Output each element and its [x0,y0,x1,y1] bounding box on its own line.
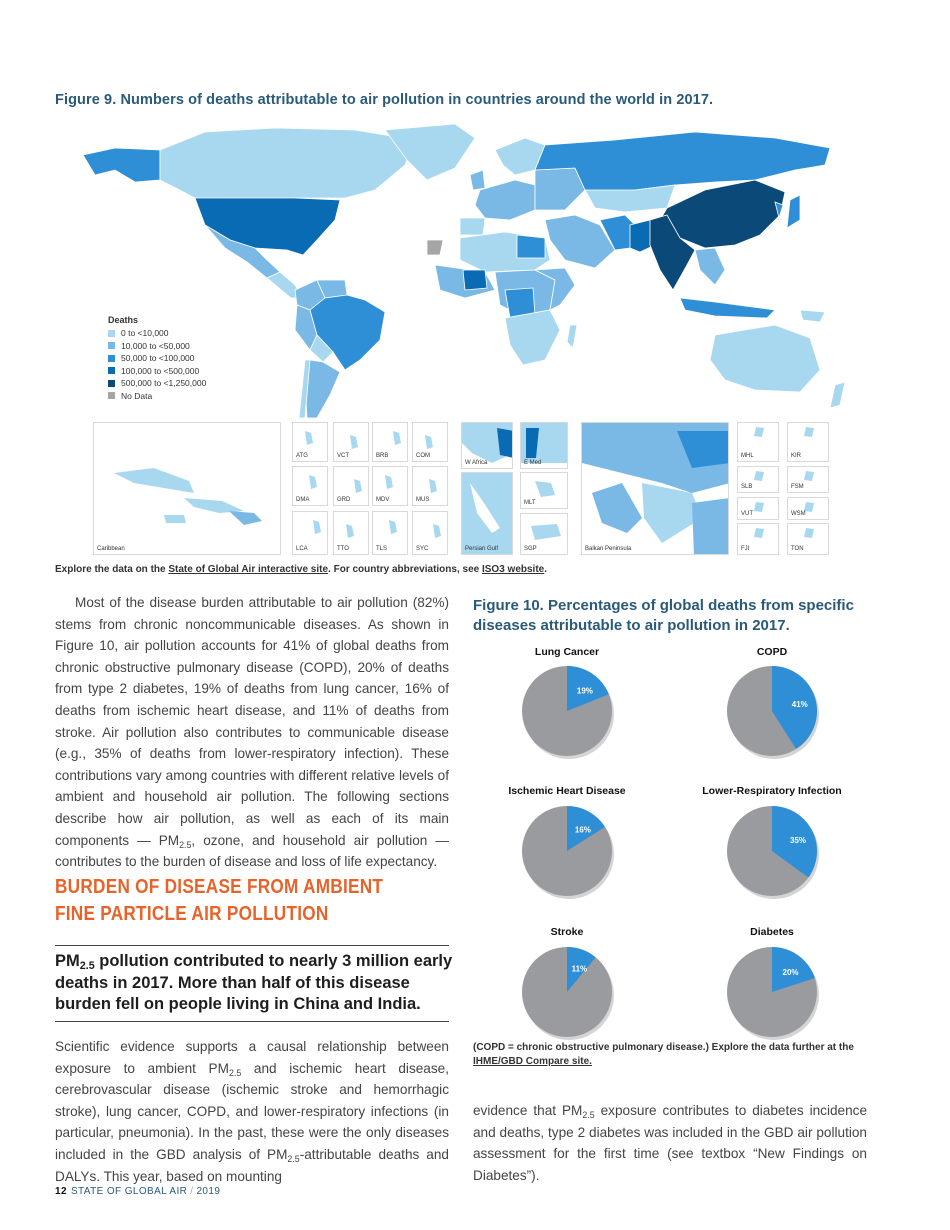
inset-label-persian-gulf: Persian Gulf [465,546,499,552]
legend-label: No Data [121,390,153,401]
paragraph-3 [473,1100,867,1186]
inset-tls [372,511,408,555]
inset-wsm [787,497,829,520]
inset-fsm [787,466,829,493]
fig10-caption-text: (COPD = chronic obstructive pulmonary disease.) Explore the data further at the [473,1042,854,1053]
island-shape [334,512,369,542]
inset-label: FSM [791,484,804,490]
inset-tto [333,511,369,555]
heading-rule-top [55,945,449,946]
map-legend [108,315,206,402]
footer-title: STATE OF GLOBAL AIR [70,1186,188,1197]
figure-9-caption [55,564,547,575]
island-shape [738,423,779,445]
legend-label: 0 to <10,000 [121,328,169,339]
sub-heading-sub: 2.5 [79,960,95,972]
balkan-map [582,423,729,555]
island-shape [788,524,829,546]
map-southern-africa [505,310,560,365]
map-uk [470,170,485,190]
persian-gulf-map [462,473,513,555]
legend-swatch [108,342,115,349]
footer-year: 2019 [196,1186,221,1197]
pie-value-label: 20% [782,967,799,977]
inset-balkan [581,422,729,555]
para2-a: Scientific evidence supports a causal relationship between exposure to ambient PM [55,1039,449,1076]
map-usa [195,198,340,255]
para3-b: exposure contributes to diabetes incidence and deaths, type 2 diabetes was included in the GBD air pollution assessment for the first time (see textbox “New Findings on Diabetes”). [473,1103,867,1183]
inset-label: DMA [296,497,310,503]
island-shape [413,512,448,542]
pie-title: Lung Cancer [534,646,600,658]
legend-label: 500,000 to <1,250,000 [121,378,207,389]
inset-label: VUT [741,511,753,517]
para3-sub: 2.5 [582,1110,595,1120]
inset-label: SLB [741,484,753,490]
map-japan [787,195,800,228]
island-shape [738,524,779,546]
caption-text: . For country abbreviations, see [328,564,482,575]
pie-value-label: 16% [574,825,591,835]
legend-swatch [108,380,115,387]
para1-text: Most of the disease burden attributable to air pollution (82%) stems from chronic noncommunicable diseases. As shown in Figure 10, air pollution accounts for 41% of global deaths from chronic obstructive pulmonary disease (COPD), 20% of deaths from type 2 diabetes, 19% of deaths from lung cancer, 16% of deaths from ischemic heart disease, and 11% of deaths from stroke. Air pollution also contributes to communicable disease (e.g., 35% of deaths from lower-respiratory infection). These contributions vary among countries with different relative levels of ambient and household air pollution. The following sections describe how air pollution, as well as each of its main components — PM [55,595,449,848]
legend-item [108,390,206,403]
paragraph-1 [55,592,449,873]
inset-vct [333,422,369,462]
sub-heading [55,951,455,1016]
pie-chart [725,664,823,762]
inset-fji [737,523,779,555]
inset-label: ATG [296,453,308,459]
island-shape [373,423,408,453]
legend-swatch [108,392,115,399]
para2-c: -attributable deaths and DALYs. This year, based on mounting [55,1146,449,1184]
map-indonesia [680,298,775,318]
inset-mus [412,466,448,506]
state-of-global-air-link[interactable]: State of Global Air interactive site [168,564,329,575]
legend-swatch [108,330,115,337]
para2-b: and ischemic heart disease, cerebrovascular disease (ischemic stroke and hemorrhagic stroke), lung cancer, COPD, and lower-respiratory infections (in particular, pneumonia). In the past, these were the only diseases included in the GBD analysis of PM [55,1060,449,1162]
inset-syc [412,511,448,555]
para3-a: evidence that PM [473,1103,583,1118]
inset-slb [737,466,779,493]
inset-label-balkan: Balkan Peninsula [585,546,632,552]
inset-label-e-med: E Med [524,460,542,466]
inset-label: GRD [337,497,351,503]
pie-title: Stroke [550,926,584,938]
island-shape [373,512,408,542]
pie-value-label: 19% [576,686,593,696]
legend-label: 50,000 to <100,000 [121,353,195,364]
sub-heading-rest: pollution contributed to nearly 3 million early deaths in 2017. More than half of this disease burden fell on people living in China and India. [55,952,453,1013]
inset-label-w-africa: W Africa [465,460,488,466]
island-shape [293,423,328,453]
island-shape [293,467,328,497]
iso3-website-link[interactable]: ISO3 website [481,564,545,575]
inset-label: MDV [376,497,390,503]
island-shape [293,512,328,542]
legend-item [108,377,206,390]
legend-swatch [108,355,115,362]
legend-label: 10,000 to <50,000 [121,340,190,351]
pie-chart [725,804,823,902]
map-se-asia [695,248,725,285]
para2-sub2: 2.5 [287,1153,300,1164]
island-shape [334,423,369,453]
island-shape [413,467,448,497]
map-australia [710,325,820,392]
para1-end: , ozone, and household air pollution — contributes to the burden of disease and loss of life expectancy. [55,832,449,870]
inset-mlt [520,472,568,509]
map-canada [160,128,415,200]
section-heading: BURDEN OF DISEASE FROM AMBIENT FINE PARTICLE AIR POLLUTION [55,876,384,925]
inset-label: SYC [416,546,429,552]
page-footer [55,1186,220,1197]
heading-rule-bottom [55,1021,449,1022]
figure-9-title: Figure 9. Numbers of deaths attributable to air pollution in countries around the world in 2017. [55,92,714,108]
island-shape [334,467,369,497]
map-png [800,310,825,322]
map-alaska [83,148,160,182]
map-argentina [305,360,340,418]
footer-separator: / [190,1186,194,1197]
inset-sgp [520,513,568,555]
legend-swatch [108,367,115,374]
para1-sub: 2.5 [179,839,192,850]
map-madagascar [567,325,577,348]
legend-item [108,327,206,340]
inset-com [412,422,448,462]
pie-chart [520,804,618,902]
caption-text: Explore the data on the [55,564,169,575]
ihme-gbd-compare-link[interactable]: IHME/GBD Compare site. [473,1056,592,1067]
inset-label: COM [416,453,430,459]
inset-label: VCT [337,453,349,459]
inset-vut [737,497,779,520]
inset-e-med [520,422,568,469]
inset-label: MUS [416,497,430,503]
map-nigeria [463,270,487,290]
pie-chart [725,945,823,1043]
pie-title: COPD [756,646,788,658]
map-egypt [517,235,545,258]
page-number: 12 [55,1186,67,1197]
island-shape [788,423,829,445]
pie-title: Ischemic Heart Disease [508,785,626,797]
figure-10-title: Figure 10. Percentages of global deaths from specific diseases attributable to air pollution in 2017. [473,597,854,634]
legend-title: Deaths [108,315,139,325]
inset-label: TON [791,546,804,552]
inset-label-sgp: SGP [524,546,537,552]
inset-w-africa [461,422,513,469]
map-iberia [460,218,485,235]
para2-sub1: 2.5 [228,1067,242,1078]
pie-value-label: 11% [571,964,588,974]
inset-grd [333,466,369,506]
inset-caribbean [93,422,281,555]
map-western-sahara [427,240,443,255]
map-new-zealand [830,382,845,408]
pie-value-label: 41% [791,700,808,710]
inset-ton [787,523,829,555]
island-shape [373,467,408,497]
sub-heading-pm: PM [55,952,80,970]
caption-text: . [544,564,548,575]
pie-chart [520,664,618,762]
inset-label: KIR [791,453,802,459]
legend-item [108,365,206,378]
inset-label: MHL [741,453,754,459]
legend-label: 100,000 to <500,000 [121,365,200,376]
inset-label: BRB [376,453,389,459]
inset-atg [292,422,328,462]
pie-chart [520,945,618,1043]
inset-label: TLS [376,546,388,552]
inset-kir [787,422,829,462]
paragraph-2 [55,1036,449,1187]
legend-item [108,352,206,365]
inset-label: WSM [791,511,806,517]
inset-brb [372,422,408,462]
inset-label-mlt: MLT [524,500,536,506]
inset-mhl [737,422,779,462]
legend-item [108,340,206,353]
pie-value-label: 35% [790,835,807,845]
inset-label-caribbean: Caribbean [97,546,125,552]
inset-label: TTO [337,546,349,552]
inset-persian-gulf [461,472,513,555]
island-shape [413,423,448,453]
figure-10-caption [473,1041,883,1069]
caribbean-map [94,423,281,555]
inset-label: LCA [296,546,308,552]
inset-label: FJI [741,546,750,552]
pie-title: Diabetes [750,926,794,938]
inset-mdv [372,466,408,506]
pie-title: Lower-Respiratory Infection [702,785,842,797]
inset-dma [292,466,328,506]
inset-lca [292,511,328,555]
